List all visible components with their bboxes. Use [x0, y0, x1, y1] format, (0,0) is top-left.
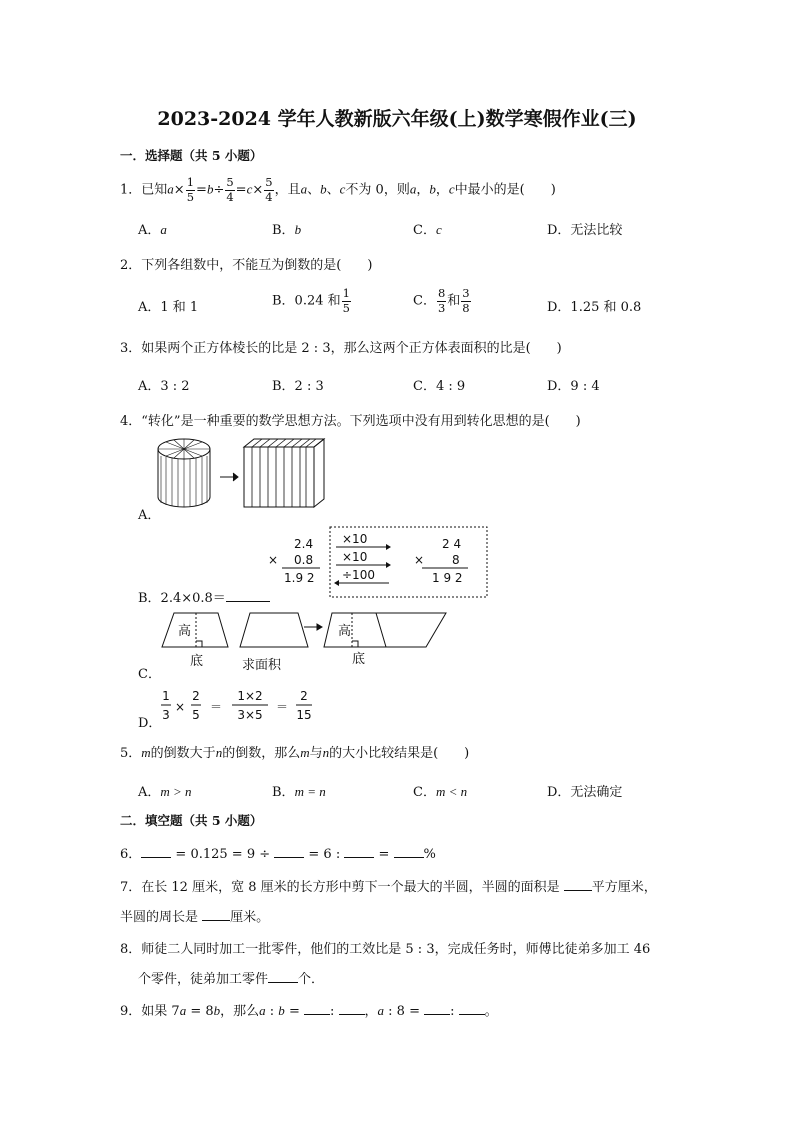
answer-blank[interactable]: [424, 1002, 450, 1015]
question-1: 1．已知a× $\frac{1}{5}$ =b÷ $\frac{5}{4}$ =c× $\frac{5}{4}$ ，且a、b、c不为 0，则a，b，c中最小的是( ): [120, 175, 556, 204]
q2-option-c[interactable]: C． $\frac{8}{3}$ 和 $\frac{3}{8}$: [413, 286, 470, 315]
q3-option-b[interactable]: B．2 : 3: [272, 379, 324, 394]
times-sign: ×: [173, 182, 185, 198]
arrow-label-2: ×10: [342, 550, 368, 564]
section-heading-fill: 二．填空题（共 5 小题）: [120, 813, 263, 828]
answer-blank[interactable]: [202, 908, 230, 921]
equals-sign: =: [196, 182, 207, 198]
var-b: b: [206, 181, 214, 197]
arrow-label-3: ÷100: [342, 568, 375, 582]
var-a: a: [167, 181, 174, 197]
question-2: 2．下列各组数中，不能互为倒数的是( ): [120, 258, 373, 273]
q2-option-d[interactable]: D．1.25 和 0.8: [547, 300, 642, 315]
label-height-1: 高: [178, 624, 192, 639]
page-title: 2023-2024 学年人教新版六年级(上)数学寒假作业(三): [157, 108, 637, 130]
mul-right-bottom: 8: [452, 553, 460, 567]
q1-option-a[interactable]: A．a: [138, 222, 167, 238]
q3-option-a[interactable]: A．3 : 2: [138, 379, 190, 394]
question-5: 5．m的倒数大于n的倒数，那么m与n的大小比较结果是( ): [120, 745, 470, 761]
svg-text:1×2: 1×2: [237, 689, 263, 703]
question-number: 1．: [120, 182, 142, 198]
fraction-multiplication-figure: [160, 686, 320, 728]
fraction: $\frac{3}{8}$: [462, 286, 470, 315]
svg-text:2: 2: [192, 689, 200, 703]
q5-option-b[interactable]: B．m = n: [272, 784, 326, 800]
label-base-2: 底: [352, 652, 366, 667]
q4-option-d[interactable]: D．: [138, 716, 162, 731]
question-8-line-2: 个零件，徒弟加工零件 个．: [138, 972, 325, 987]
answer-blank[interactable]: [394, 845, 424, 858]
answer-blank[interactable]: [564, 878, 592, 891]
label-base-1: 底: [190, 654, 204, 669]
q1-option-d[interactable]: D．无法比较: [547, 223, 623, 238]
q5-option-d[interactable]: D．无法确定: [547, 785, 623, 800]
label-find-area: 求面积: [242, 658, 282, 673]
mul-right-top: 2 4: [442, 537, 462, 551]
section-heading-choice: 一．选择题（共 5 小题）: [120, 148, 263, 163]
question-8-line-1: 8．师徒二人同时加工一批零件，他们的工效比是 5 : 3，完成任务时，师傅比徒弟多加工 46: [120, 942, 651, 957]
q2-option-b[interactable]: B．0.24 和 $\frac{1}{5}$: [272, 286, 350, 315]
fraction: $\frac{1}{5}$: [342, 286, 350, 315]
svg-text:＝: ＝: [275, 700, 289, 714]
var-c: c: [246, 181, 253, 197]
question-3: 3．如果两个正方体棱长的比是 2 : 3，那么这两个正方体表面积的比是( ): [120, 341, 562, 356]
fraction: $\frac{5}{4}$: [226, 175, 234, 204]
question-7-line-1: 7．在长 12 厘米，宽 8 厘米的长方形中剪下一个最大的半圆，半圆的面积是 平方厘米，: [120, 880, 657, 895]
q2-option-a[interactable]: A．1 和 1: [138, 300, 199, 315]
question-4: 4．“转化”是一种重要的数学思想方法。下列选项中没有用到转化思想的是( ): [120, 414, 581, 429]
answer-blank[interactable]: [339, 1002, 365, 1015]
svg-text:×: ×: [174, 700, 186, 714]
q5-option-c[interactable]: C．m < n: [413, 784, 468, 800]
answer-blank[interactable]: [274, 845, 304, 858]
q3-option-d[interactable]: D．9 : 4: [547, 379, 600, 394]
q5-option-a[interactable]: A．m > n: [138, 784, 192, 800]
q4-option-c[interactable]: C．: [138, 667, 161, 682]
mul-left-top: 2.4: [294, 537, 314, 551]
question-6: 6． = 0.125 = 9 ÷ = 6 : = %: [120, 847, 436, 862]
q3-option-c[interactable]: C．4 : 9: [413, 379, 466, 394]
svg-text:3: 3: [162, 708, 170, 722]
cylinder-transform-figure: [156, 437, 336, 513]
svg-text:＝: ＝: [209, 700, 223, 714]
divide-sign: ÷: [213, 182, 225, 198]
svg-text:1: 1: [162, 689, 170, 703]
answer-blank[interactable]: [141, 845, 171, 858]
answer-blank[interactable]: [304, 1002, 330, 1015]
mul-right-product: 1 9 2: [432, 571, 463, 585]
trapezoid-transform-figure: [160, 607, 445, 671]
fraction: $\frac{1}{5}$: [186, 175, 195, 204]
question-text: 已知: [141, 182, 168, 198]
answer-blank[interactable]: [344, 845, 374, 858]
mul-left-sign: ×: [268, 553, 279, 567]
mul-left-product: 1.9 2: [284, 571, 315, 585]
label-height-2: 高: [338, 624, 352, 639]
q4-option-a[interactable]: A．: [138, 508, 161, 523]
question-7-line-2: 半圆的周长是 厘米。: [120, 910, 270, 925]
svg-text:3×5: 3×5: [237, 708, 263, 722]
svg-text:2: 2: [300, 689, 308, 703]
answer-blank[interactable]: [268, 970, 298, 983]
mul-right-sign: ×: [414, 553, 425, 567]
question-9: 9．如果 7a = 8b，那么a : b = : ，a : 8 = : 。: [120, 1003, 498, 1019]
equals-sign: =: [235, 182, 247, 198]
decimal-multiplication-figure: [262, 526, 492, 600]
svg-text:5: 5: [192, 708, 200, 722]
svg-text:15: 15: [296, 708, 312, 722]
answer-blank[interactable]: [459, 1002, 485, 1015]
q4-option-b[interactable]: B．2.4×0.8＝: [138, 587, 270, 606]
fraction: $\frac{8}{3}$: [437, 286, 446, 315]
q1-option-b[interactable]: B．b: [272, 222, 302, 238]
mul-left-bottom: 0.8: [294, 553, 314, 567]
fraction: $\frac{5}{4}$: [265, 175, 273, 204]
times-sign: ×: [252, 182, 264, 198]
arrow-label-1: ×10: [342, 532, 368, 546]
q1-option-c[interactable]: C．c: [413, 222, 442, 238]
